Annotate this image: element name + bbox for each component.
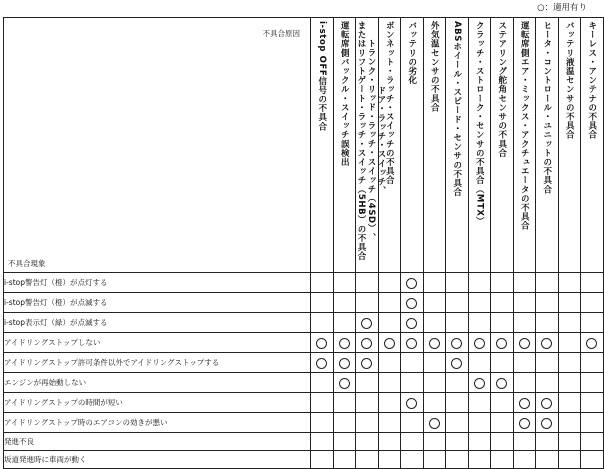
mark-cell — [446, 273, 469, 293]
mark-cell — [491, 373, 514, 393]
mark-cell — [311, 273, 334, 293]
mark-cell — [356, 273, 379, 293]
mark-cell — [446, 393, 469, 413]
cause-column-header — [401, 18, 424, 273]
mark-cell — [423, 273, 446, 293]
mark-cell — [513, 413, 536, 433]
mark-cell — [378, 451, 401, 469]
mark-cell — [446, 451, 469, 469]
mark-cell — [491, 433, 514, 451]
applicable-circle-icon — [586, 338, 597, 349]
mark-cell — [401, 393, 424, 413]
mark-cell — [401, 333, 424, 353]
mark-cell — [513, 373, 536, 393]
mark-cell — [333, 273, 356, 293]
cause-label: ステアリング舵角センサの不具合 — [496, 21, 507, 158]
phenomenon-label: アイドリングストップ時のエアコンの効きが悪い — [4, 413, 311, 433]
phenomenon-label: i-stop表示灯（緑）が点滅する — [4, 313, 311, 333]
mark-cell — [491, 451, 514, 469]
phenomenon-axis-label: 不具合現象 — [8, 259, 46, 268]
applicable-circle-icon — [541, 338, 552, 349]
applicable-circle-icon — [406, 338, 417, 349]
mark-cell — [581, 293, 604, 313]
mark-cell — [446, 373, 469, 393]
applicable-circle-icon — [429, 418, 440, 429]
mark-cell — [401, 353, 424, 373]
mark-cell — [581, 373, 604, 393]
mark-cell — [333, 353, 356, 373]
cause-column-header — [333, 18, 356, 273]
mark-cell — [446, 313, 469, 333]
mark-cell — [423, 393, 446, 413]
applicable-circle-icon — [316, 338, 327, 349]
cause-label: 運転席側バックル・スイッチ誤検出 — [339, 21, 350, 167]
mark-cell — [333, 451, 356, 469]
table-row — [4, 273, 604, 293]
mark-cell — [311, 333, 334, 353]
mark-cell — [581, 313, 604, 333]
mark-cell — [536, 451, 559, 469]
cause-column-header — [423, 18, 446, 273]
corner-cell — [4, 18, 311, 273]
cause-column-header — [468, 18, 491, 273]
mark-cell — [558, 273, 581, 293]
applicable-circle-icon — [451, 338, 462, 349]
mark-cell — [378, 413, 401, 433]
mark-cell — [378, 433, 401, 451]
cause-label: i-stop OFF信号の不具合 — [316, 21, 327, 131]
mark-cell — [378, 293, 401, 313]
table-body — [4, 273, 604, 469]
mark-cell — [356, 313, 379, 333]
applicable-circle-icon — [541, 398, 552, 409]
mark-cell — [333, 433, 356, 451]
applicable-circle-icon — [429, 338, 440, 349]
mark-cell — [513, 393, 536, 413]
table-row — [4, 393, 604, 413]
mark-cell — [513, 313, 536, 333]
phenomenon-label: 坂道発進時に車両が動く — [4, 451, 311, 469]
mark-cell — [311, 413, 334, 433]
table-row — [4, 313, 604, 333]
mark-cell — [446, 293, 469, 313]
mark-cell — [468, 393, 491, 413]
mark-cell — [311, 293, 334, 313]
mark-cell — [513, 433, 536, 451]
fault-matrix-table — [3, 17, 604, 469]
applicable-circle-icon — [384, 338, 395, 349]
mark-cell — [378, 273, 401, 293]
mark-cell — [311, 373, 334, 393]
cause-label: 運転席側エア・ミックス・アクチュエータの不具合 — [519, 21, 530, 231]
mark-cell — [491, 313, 514, 333]
applicable-circle-icon — [541, 418, 552, 429]
cause-column-header — [536, 18, 559, 273]
table-row — [4, 451, 604, 469]
mark-cell — [491, 293, 514, 313]
mark-cell — [401, 273, 424, 293]
mark-cell — [468, 413, 491, 433]
mark-cell — [423, 313, 446, 333]
mark-cell — [311, 393, 334, 413]
phenomenon-label: アイドリングストップの時間が短い — [4, 393, 311, 413]
mark-cell — [423, 333, 446, 353]
cause-column-header — [311, 18, 334, 273]
mark-cell — [423, 353, 446, 373]
mark-cell — [423, 413, 446, 433]
cause-label: ボンネット・ラッチ・スイッチの不具合 — [384, 21, 395, 185]
mark-cell — [446, 333, 469, 353]
applicable-circle-icon — [474, 378, 485, 389]
mark-cell — [356, 413, 379, 433]
mark-cell — [333, 333, 356, 353]
mark-cell — [513, 333, 536, 353]
mark-cell — [356, 393, 379, 413]
mark-cell — [401, 451, 424, 469]
phenomenon-label: アイドリングストップ許可条件以外でアイドリングストップする — [4, 353, 311, 373]
mark-cell — [468, 433, 491, 451]
applicable-circle-icon — [496, 378, 507, 389]
mark-cell — [333, 413, 356, 433]
phenomenon-label: アイドリングストップしない — [4, 333, 311, 353]
mark-cell — [446, 353, 469, 373]
mark-cell — [468, 293, 491, 313]
mark-cell — [581, 333, 604, 353]
cause-column-header — [446, 18, 469, 273]
mark-cell — [356, 433, 379, 451]
cause-column-header — [581, 18, 604, 273]
cause-label: クラッチ・ストローク・センサの不具合（MTX） — [474, 21, 485, 226]
mark-cell — [581, 433, 604, 451]
mark-cell — [356, 293, 379, 313]
mark-cell — [401, 433, 424, 451]
mark-cell — [423, 293, 446, 313]
mark-cell — [401, 413, 424, 433]
mark-cell — [581, 273, 604, 293]
applicable-circle-icon — [339, 338, 350, 349]
mark-cell — [468, 333, 491, 353]
applicable-circle-icon — [361, 338, 372, 349]
mark-cell — [536, 273, 559, 293]
phenomenon-label: 発進不良 — [4, 433, 311, 451]
mark-cell — [311, 313, 334, 333]
mark-cell — [558, 353, 581, 373]
mark-cell — [401, 293, 424, 313]
mark-cell — [378, 393, 401, 413]
table-row — [4, 433, 604, 451]
mark-cell — [491, 353, 514, 373]
mark-cell — [581, 353, 604, 373]
mark-cell — [558, 413, 581, 433]
mark-cell — [536, 353, 559, 373]
mark-cell — [356, 333, 379, 353]
mark-cell — [468, 451, 491, 469]
header-row — [4, 18, 604, 273]
mark-cell — [536, 293, 559, 313]
cause-label: キーレス・アンテナの不具合 — [586, 21, 597, 140]
cause-column-header — [491, 18, 514, 273]
cause-label: ドア・ラッチ・スイッチ、 トランク・リッド・ラッチ・スイッチ（4SD）、 またはリフトゲート・ラッチ・スイッチ（5HB）の不具合 — [356, 21, 386, 261]
phenomenon-label: i-stop警告灯（橙）が点灯する — [4, 273, 311, 293]
applicable-circle-icon — [451, 358, 462, 369]
mark-cell — [513, 353, 536, 373]
mark-cell — [558, 373, 581, 393]
applicable-circle-icon — [406, 278, 417, 289]
mark-cell — [423, 373, 446, 393]
mark-cell — [491, 393, 514, 413]
mark-cell — [536, 413, 559, 433]
mark-cell — [401, 313, 424, 333]
mark-cell — [311, 451, 334, 469]
applicable-circle-icon — [406, 398, 417, 409]
applicable-circle-icon — [339, 378, 350, 389]
applicable-circle-icon — [361, 358, 372, 369]
mark-cell — [446, 413, 469, 433]
mark-cell — [356, 353, 379, 373]
cause-label: 外気温センサの不具合 — [429, 21, 440, 112]
mark-cell — [536, 433, 559, 451]
mark-cell — [333, 373, 356, 393]
mark-cell — [401, 373, 424, 393]
mark-cell — [378, 373, 401, 393]
applicable-circle-icon — [519, 338, 530, 349]
cause-label: バッテリ液温センサの不具合 — [564, 21, 575, 140]
cause-column-header — [513, 18, 536, 273]
mark-cell — [446, 433, 469, 451]
applicable-circle-icon — [316, 358, 327, 369]
applicable-circle-icon — [361, 318, 372, 329]
mark-cell — [491, 413, 514, 433]
applicable-circle-icon — [339, 358, 350, 369]
mark-cell — [378, 353, 401, 373]
mark-cell — [468, 313, 491, 333]
mark-cell — [491, 333, 514, 353]
cause-column-header — [558, 18, 581, 273]
legend-note: ○：適用有り — [537, 3, 587, 13]
mark-cell — [513, 273, 536, 293]
phenomenon-label: i-stop警告灯（橙）が点滅する — [4, 293, 311, 313]
mark-cell — [536, 313, 559, 333]
mark-cell — [536, 333, 559, 353]
mark-cell — [558, 433, 581, 451]
mark-cell — [536, 393, 559, 413]
applicable-circle-icon — [519, 418, 530, 429]
mark-cell — [558, 333, 581, 353]
table-row — [4, 333, 604, 353]
mark-cell — [356, 451, 379, 469]
applicable-circle-icon — [406, 318, 417, 329]
applicable-circle-icon — [496, 338, 507, 349]
mark-cell — [378, 333, 401, 353]
table-row — [4, 413, 604, 433]
mark-cell — [468, 353, 491, 373]
mark-cell — [581, 413, 604, 433]
mark-cell — [581, 393, 604, 413]
mark-cell — [558, 313, 581, 333]
mark-cell — [311, 433, 334, 451]
table-row — [4, 293, 604, 313]
mark-cell — [311, 353, 334, 373]
cause-label: ヒータ・コントロール・ユニットの不具合 — [541, 21, 552, 194]
applicable-circle-icon — [519, 398, 530, 409]
mark-cell — [423, 451, 446, 469]
mark-cell — [468, 273, 491, 293]
mark-cell — [558, 451, 581, 469]
mark-cell — [536, 373, 559, 393]
table-row — [4, 353, 604, 373]
mark-cell — [333, 393, 356, 413]
mark-cell — [468, 373, 491, 393]
mark-cell — [581, 451, 604, 469]
mark-cell — [491, 273, 514, 293]
mark-cell — [423, 433, 446, 451]
mark-cell — [356, 373, 379, 393]
mark-cell — [333, 293, 356, 313]
cause-axis-label: 不具合原因 — [262, 29, 300, 38]
cause-label: バッテリの劣化 — [406, 21, 417, 85]
mark-cell — [513, 293, 536, 313]
cause-label: ABSホイール・スピード・センサの不具合 — [451, 21, 462, 197]
mark-cell — [558, 293, 581, 313]
table-row — [4, 373, 604, 393]
applicable-circle-icon — [406, 298, 417, 309]
phenomenon-label: エンジンが再始動しない — [4, 373, 311, 393]
mark-cell — [513, 451, 536, 469]
mark-cell — [378, 313, 401, 333]
applicable-circle-icon — [474, 338, 485, 349]
mark-cell — [558, 393, 581, 413]
mark-cell — [333, 313, 356, 333]
cause-column-header — [356, 18, 386, 273]
